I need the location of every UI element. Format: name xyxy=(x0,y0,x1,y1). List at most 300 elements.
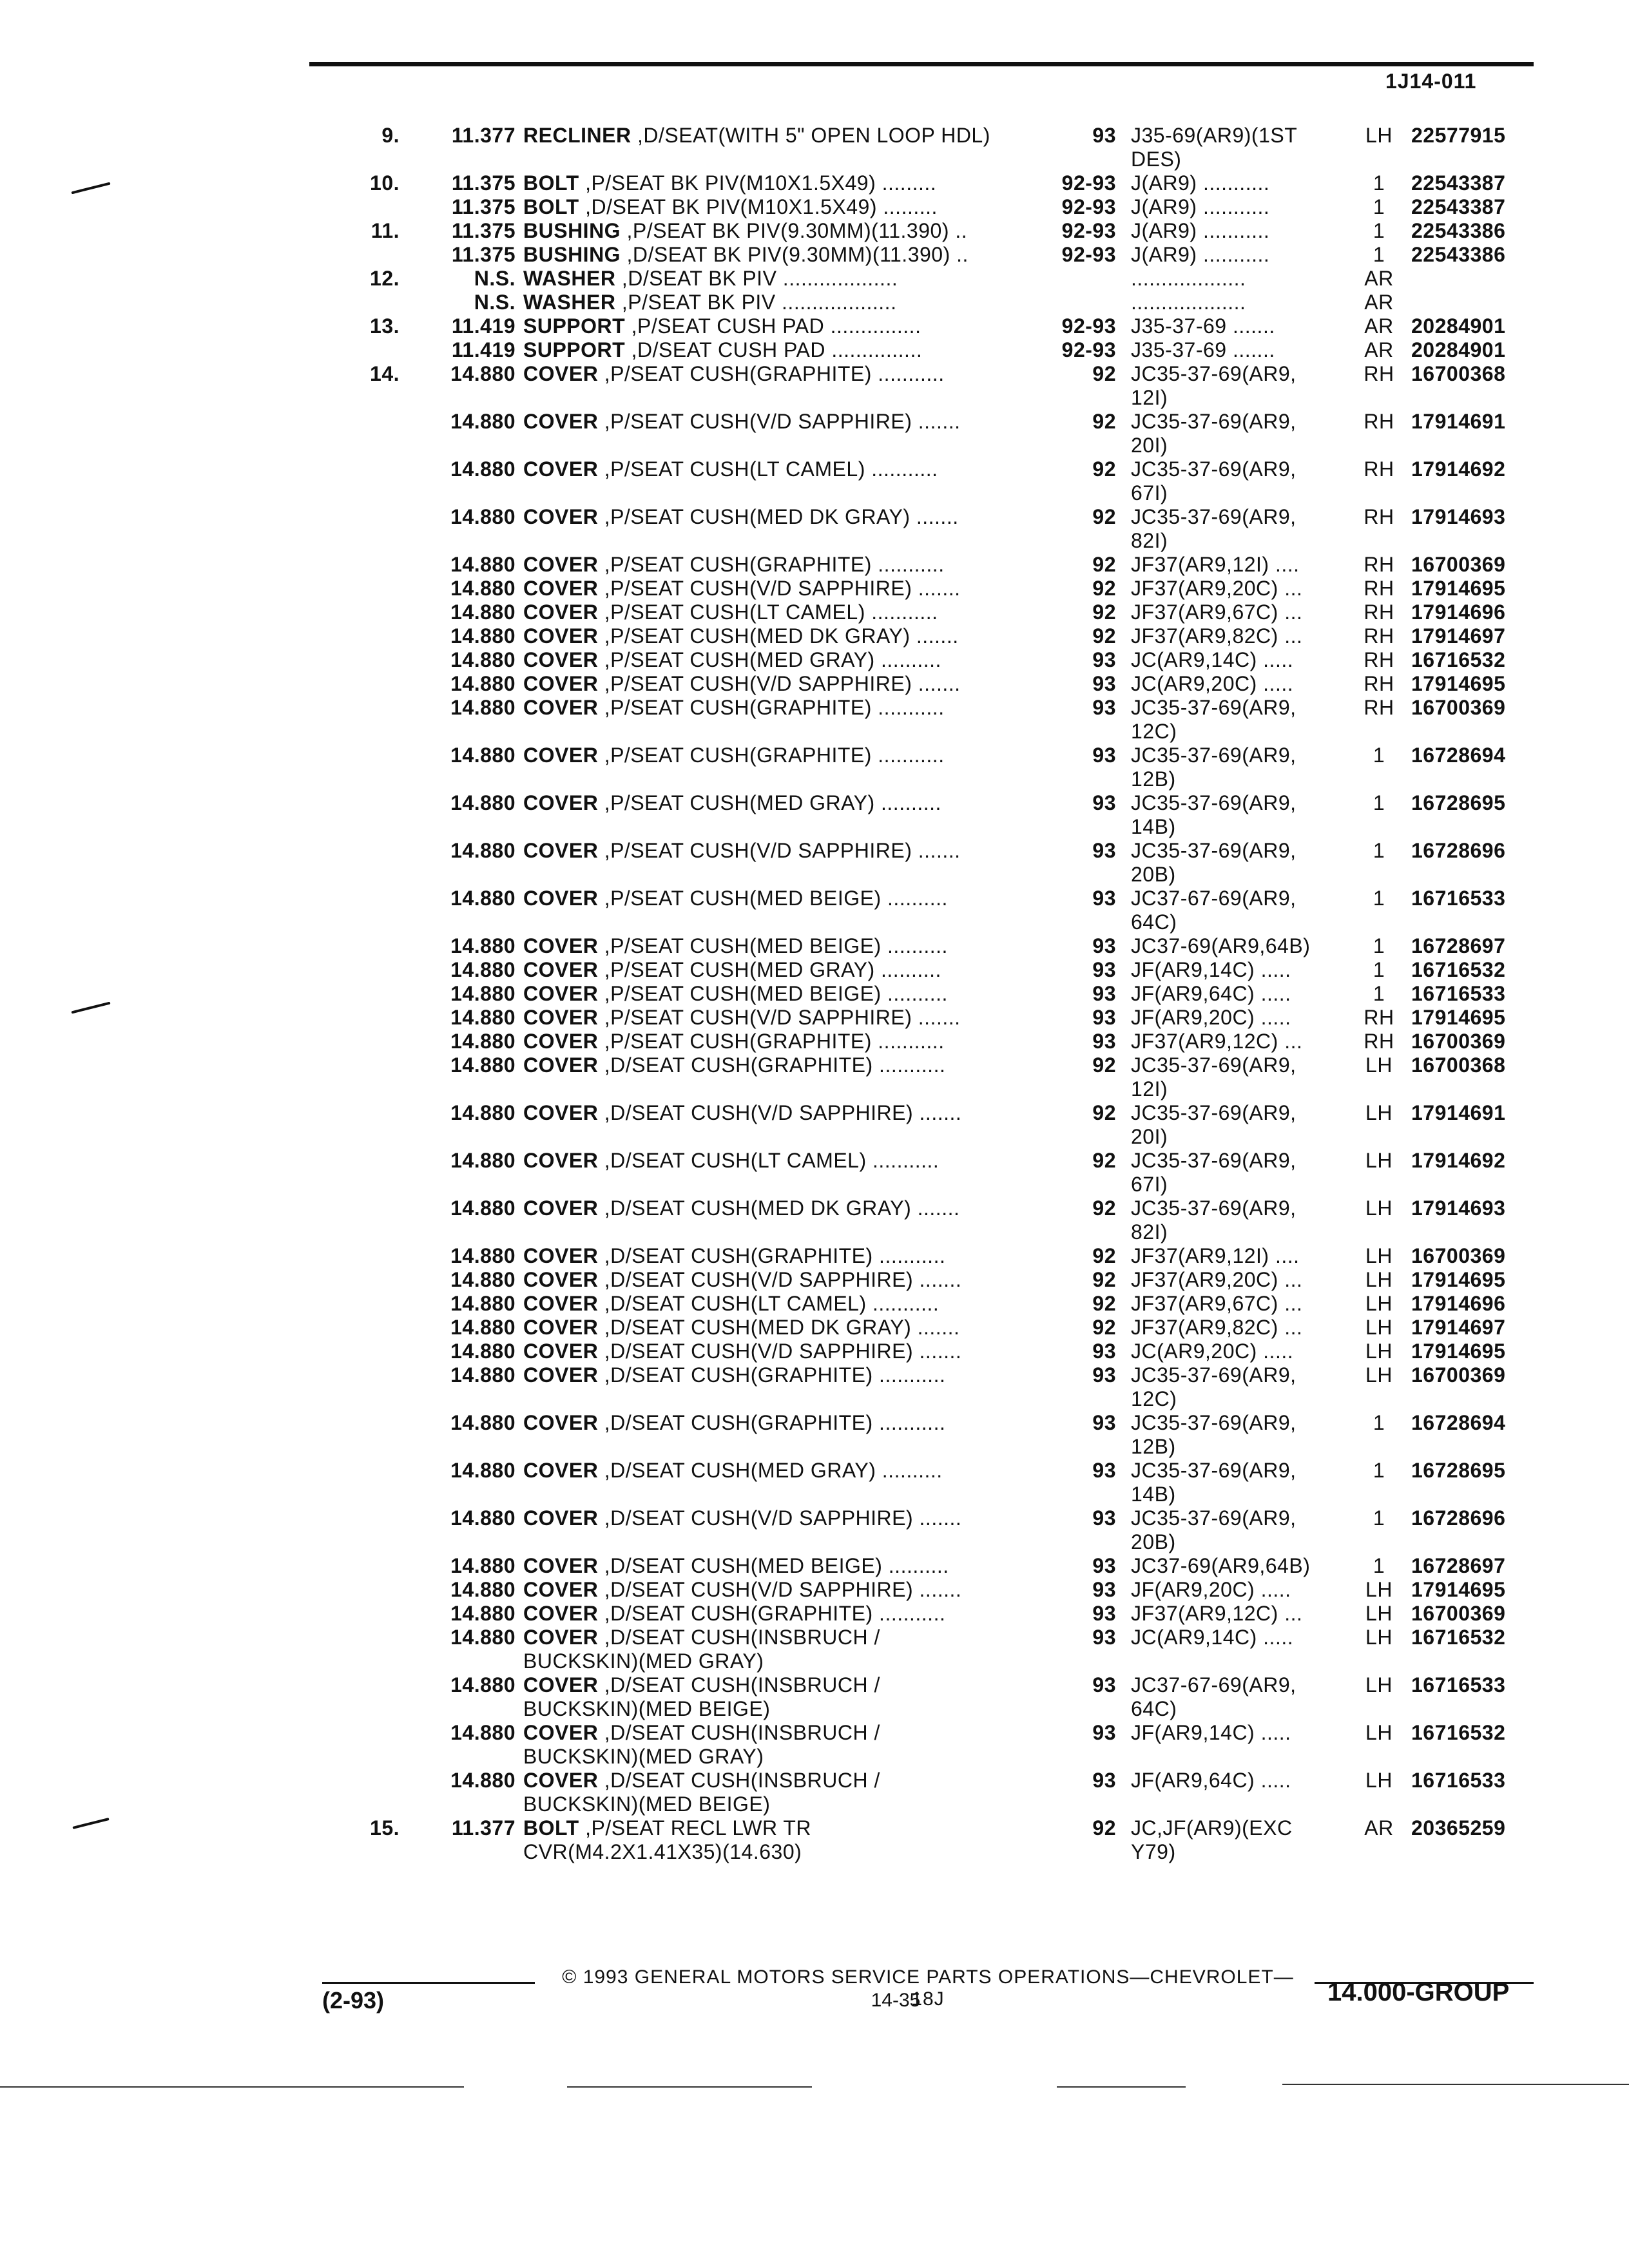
part-name: RECLINER xyxy=(523,124,631,147)
description xyxy=(523,410,1039,434)
group-number: 14.880 xyxy=(450,887,516,910)
quantity: RH xyxy=(1364,505,1394,528)
part-number: 16728695 xyxy=(1411,791,1506,814)
part-description: ,D/SEAT CUSH(MED BEIGE) .......... xyxy=(598,1554,949,1577)
group-number: 14.880 xyxy=(450,648,516,671)
part-description: ,P/SEAT CUSH(V/D SAPPHIRE) ....... xyxy=(598,1006,961,1029)
model-code: JF37(AR9,67C) ... xyxy=(1131,601,1303,624)
group-number: 14.880 xyxy=(450,1411,516,1434)
model-code-cont: 20I) xyxy=(1131,1125,1168,1148)
model-code: JF(AR9,64C) ..... xyxy=(1131,982,1291,1005)
part-description: ,D/SEAT CUSH(V/D SAPPHIRE) ....... xyxy=(598,1268,962,1291)
group-number: 14.880 xyxy=(450,1030,516,1053)
description xyxy=(523,1363,1039,1387)
part-number: 16716532 xyxy=(1411,958,1506,981)
group-number: N.S. xyxy=(474,267,516,290)
model-code: JC37-69(AR9,64B) xyxy=(1131,934,1311,957)
model-code-cont: 20B) xyxy=(1131,1530,1176,1553)
part-name: COVER xyxy=(523,1006,599,1029)
part-name: COVER xyxy=(523,958,599,981)
description xyxy=(523,696,1039,720)
part-name: COVER xyxy=(523,1268,599,1291)
table-row xyxy=(0,1673,1629,1720)
part-number: 22543386 xyxy=(1411,219,1506,242)
group-number: 11.375 xyxy=(451,243,516,266)
model-code: JC35-37-69(AR9, xyxy=(1131,696,1296,719)
quantity: LH xyxy=(1365,1196,1393,1220)
model-year: 93 xyxy=(1092,1578,1116,1601)
part-name: COVER xyxy=(523,1459,599,1482)
quantity: 1 xyxy=(1373,791,1385,814)
part-description: ,D/SEAT CUSH(GRAPHITE) ........... xyxy=(598,1363,946,1387)
table-row xyxy=(0,1459,1629,1505)
model-code: JF37(AR9,67C) ... xyxy=(1131,1292,1303,1315)
description xyxy=(523,1149,1039,1173)
part-name: COVER xyxy=(523,1602,599,1625)
description xyxy=(523,1292,1039,1316)
part-number: 16728696 xyxy=(1411,1506,1506,1530)
table-row xyxy=(0,1363,1629,1410)
model-year: 93 xyxy=(1092,1506,1116,1530)
part-number: 16700369 xyxy=(1411,1602,1506,1625)
group-number: 14.880 xyxy=(450,577,516,600)
footer-rule xyxy=(322,1982,535,1984)
model-year: 92 xyxy=(1092,1101,1116,1124)
footer-date: (2-93) xyxy=(322,1987,385,2013)
quantity: 1 xyxy=(1373,171,1385,195)
part-name: COVER xyxy=(523,1316,599,1339)
model-code: JC35-37-69(AR9, xyxy=(1131,505,1296,528)
part-number: 17914695 xyxy=(1411,1340,1506,1363)
part-number: 17914695 xyxy=(1411,577,1506,600)
group-number: 14.880 xyxy=(450,362,516,385)
part-name: COVER xyxy=(523,839,599,862)
part-description: ,P/SEAT CUSH(GRAPHITE) ........... xyxy=(598,1030,945,1053)
group-number: 11.375 xyxy=(451,219,516,242)
group-number: 14.880 xyxy=(450,601,516,624)
model-code-cont: 64C) xyxy=(1131,910,1177,934)
group-number: 14.880 xyxy=(450,1196,516,1220)
part-number: 20284901 xyxy=(1411,338,1506,361)
part-name: BOLT xyxy=(523,1816,579,1840)
part-name: COVER xyxy=(523,1506,599,1530)
table-row xyxy=(0,1506,1629,1553)
group-number: 14.880 xyxy=(450,624,516,648)
description xyxy=(523,791,1039,815)
model-code: JC(AR9,14C) ..... xyxy=(1131,648,1294,671)
part-description: ,P/SEAT CUSH PAD ............... xyxy=(625,314,921,338)
quantity: LH xyxy=(1365,1149,1393,1172)
model-code: JF(AR9,14C) ..... xyxy=(1131,958,1291,981)
model-code: JC,JF(AR9)(EXC xyxy=(1131,1816,1293,1840)
part-description: ,P/SEAT CUSH(LT CAMEL) ........... xyxy=(598,601,938,624)
group-number: 14.880 xyxy=(450,839,516,862)
model-year: 92-93 xyxy=(1061,219,1116,242)
description xyxy=(523,887,1039,910)
model-code: JF37(AR9,12C) ... xyxy=(1131,1602,1303,1625)
part-number: 22543386 xyxy=(1411,243,1506,266)
model-year: 93 xyxy=(1092,672,1116,695)
part-name: COVER xyxy=(523,553,599,576)
part-number: 17914695 xyxy=(1411,1006,1506,1029)
part-number: 17914695 xyxy=(1411,1578,1506,1601)
description xyxy=(523,1602,1039,1626)
description xyxy=(523,124,1039,148)
description xyxy=(523,314,1039,338)
model-code: JF(AR9,64C) ..... xyxy=(1131,1769,1291,1792)
model-year: 93 xyxy=(1092,1769,1116,1792)
page-id: 1J14-011 xyxy=(1385,70,1477,93)
model-year: 92-93 xyxy=(1061,171,1116,195)
model-year: 93 xyxy=(1092,839,1116,862)
description xyxy=(523,577,1039,601)
part-number: 17914697 xyxy=(1411,1316,1506,1339)
part-number: 16716533 xyxy=(1411,1769,1506,1792)
model-code: J(AR9) ........... xyxy=(1131,195,1270,218)
part-name: COVER xyxy=(523,624,599,648)
quantity: RH xyxy=(1364,362,1394,385)
model-usage xyxy=(1131,1411,1360,1459)
model-usage xyxy=(1131,624,1360,648)
description xyxy=(523,1030,1039,1053)
part-description: ,P/SEAT CUSH(V/D SAPPHIRE) ....... xyxy=(598,577,961,600)
part-number: 20284901 xyxy=(1411,314,1506,338)
model-usage xyxy=(1131,744,1360,791)
quantity: 1 xyxy=(1373,934,1385,957)
model-usage xyxy=(1131,601,1360,624)
part-name: COVER xyxy=(523,577,599,600)
part-name: COVER xyxy=(523,1196,599,1220)
group-number: 14.880 xyxy=(450,1554,516,1577)
part-name: COVER xyxy=(523,791,599,814)
model-code: JF37(AR9,82C) ... xyxy=(1131,1316,1303,1339)
table-row xyxy=(0,744,1629,790)
description xyxy=(523,291,1039,314)
description xyxy=(523,219,1039,243)
model-usage xyxy=(1131,314,1360,338)
item-number: 15. xyxy=(370,1816,400,1840)
model-year: 92-93 xyxy=(1061,338,1116,361)
model-usage xyxy=(1131,839,1360,887)
table-row xyxy=(0,1196,1629,1243)
group-number: 11.377 xyxy=(451,1816,516,1840)
part-name: COVER xyxy=(523,887,599,910)
model-code: JC37-67-69(AR9, xyxy=(1131,887,1296,910)
group-number: N.S. xyxy=(474,291,516,314)
model-year: 92-93 xyxy=(1061,314,1116,338)
part-description: ,D/SEAT CUSH(INSBRUCH / xyxy=(598,1721,880,1744)
description xyxy=(523,648,1039,672)
quantity: RH xyxy=(1364,696,1394,719)
model-usage xyxy=(1131,171,1360,195)
model-usage xyxy=(1131,1602,1360,1626)
scan-line xyxy=(567,2086,812,2088)
part-number: 16700369 xyxy=(1411,696,1506,719)
part-number: 17914695 xyxy=(1411,672,1506,695)
part-description: ,P/SEAT CUSH(MED BEIGE) .......... xyxy=(598,887,948,910)
quantity: 1 xyxy=(1373,1459,1385,1482)
quantity: LH xyxy=(1365,1053,1393,1077)
model-usage xyxy=(1131,982,1360,1006)
model-year: 92 xyxy=(1092,601,1116,624)
part-number: 16716533 xyxy=(1411,1673,1506,1696)
part-name: COVER xyxy=(523,1554,599,1577)
quantity: 1 xyxy=(1373,1506,1385,1530)
group-number: 14.880 xyxy=(450,1149,516,1172)
description xyxy=(523,601,1039,624)
part-name: SUPPORT xyxy=(523,338,626,361)
model-usage xyxy=(1131,1816,1360,1864)
part-number: 22577915 xyxy=(1411,124,1506,147)
part-name: COVER xyxy=(523,1340,599,1363)
description xyxy=(523,1816,1039,1864)
group-number: 14.880 xyxy=(450,982,516,1005)
part-number: 16700369 xyxy=(1411,1030,1506,1053)
model-year: 93 xyxy=(1092,1554,1116,1577)
quantity: LH xyxy=(1365,1316,1393,1339)
part-description: ,D/SEAT CUSH(INSBRUCH / xyxy=(598,1769,880,1792)
description xyxy=(523,958,1039,982)
model-code: J(AR9) ........... xyxy=(1131,243,1270,266)
model-code: JC35-37-69(AR9, xyxy=(1131,839,1296,862)
table-row xyxy=(0,410,1629,456)
part-number: 17914693 xyxy=(1411,505,1506,528)
model-usage xyxy=(1131,1101,1360,1149)
model-code: JC37-67-69(AR9, xyxy=(1131,1673,1296,1696)
model-usage xyxy=(1131,577,1360,601)
part-number: 22543387 xyxy=(1411,171,1506,195)
quantity: 1 xyxy=(1373,839,1385,862)
model-usage xyxy=(1131,553,1360,577)
table-row xyxy=(0,124,1629,170)
part-description: ,D/SEAT BK PIV(M10X1.5X49) ......... xyxy=(579,195,938,218)
description xyxy=(523,624,1039,648)
model-year: 92 xyxy=(1092,553,1116,576)
model-year: 92 xyxy=(1092,410,1116,433)
model-code: JF(AR9,20C) ..... xyxy=(1131,1578,1291,1601)
part-description: ,D/SEAT(WITH 5" OPEN LOOP HDL) xyxy=(631,124,990,147)
group-number: 11.377 xyxy=(451,124,516,147)
part-description: ,D/SEAT CUSH(MED DK GRAY) ....... xyxy=(598,1196,960,1220)
quantity: RH xyxy=(1364,601,1394,624)
model-year: 92-93 xyxy=(1061,195,1116,218)
model-usage xyxy=(1131,1244,1360,1268)
part-description: ,P/SEAT CUSH(V/D SAPPHIRE) ....... xyxy=(598,672,961,695)
part-description: ,P/SEAT RECL LWR TR xyxy=(579,1816,812,1840)
group-number: 14.880 xyxy=(450,1769,516,1792)
part-name: COVER xyxy=(523,982,599,1005)
model-usage xyxy=(1131,362,1360,410)
group-number: 14.880 xyxy=(450,457,516,481)
description xyxy=(523,1101,1039,1125)
part-description: ,P/SEAT BK PIV(9.30MM)(11.390) .. xyxy=(621,219,968,242)
model-usage xyxy=(1131,1459,1360,1506)
part-description: ,D/SEAT CUSH(GRAPHITE) ........... xyxy=(598,1244,946,1267)
part-number: 16716532 xyxy=(1411,648,1506,671)
group-number: 14.880 xyxy=(450,505,516,528)
model-year: 93 xyxy=(1092,1721,1116,1744)
part-number: 17914691 xyxy=(1411,410,1506,433)
group-number: 14.880 xyxy=(450,1578,516,1601)
model-usage xyxy=(1131,696,1360,744)
part-description: ,D/SEAT CUSH(V/D SAPPHIRE) ....... xyxy=(598,1340,962,1363)
part-number: 16728697 xyxy=(1411,1554,1506,1577)
part-number: 22543387 xyxy=(1411,195,1506,218)
group-number: 14.880 xyxy=(450,1721,516,1744)
part-name: COVER xyxy=(523,1721,599,1744)
model-year: 93 xyxy=(1092,1602,1116,1625)
group-number: 14.880 xyxy=(450,1244,516,1267)
description xyxy=(523,934,1039,958)
model-code-cont: DES) xyxy=(1131,148,1182,171)
model-year: 93 xyxy=(1092,791,1116,814)
part-description: ,P/SEAT CUSH(GRAPHITE) ........... xyxy=(598,696,945,719)
part-number: 16728695 xyxy=(1411,1459,1506,1482)
quantity: AR xyxy=(1364,1816,1394,1840)
group-number: 14.880 xyxy=(450,791,516,814)
model-code: JC35-37-69(AR9, xyxy=(1131,791,1296,814)
table-row xyxy=(0,457,1629,504)
model-usage xyxy=(1131,1340,1360,1363)
group-number: 14.880 xyxy=(450,1101,516,1124)
part-number: 17914693 xyxy=(1411,1196,1506,1220)
part-number: 16728694 xyxy=(1411,744,1506,767)
model-code: J(AR9) ........... xyxy=(1131,171,1270,195)
description xyxy=(523,1626,1039,1673)
description xyxy=(523,553,1039,577)
part-description: ,D/SEAT CUSH(LT CAMEL) ........... xyxy=(598,1149,940,1172)
group-number: 11.375 xyxy=(451,171,516,195)
group-number: 14.880 xyxy=(450,1673,516,1696)
item-number: 12. xyxy=(370,267,400,290)
table-row xyxy=(0,362,1629,408)
model-year: 93 xyxy=(1092,696,1116,719)
part-number: 16700368 xyxy=(1411,1053,1506,1077)
model-code: JC35-37-69(AR9, xyxy=(1131,1053,1296,1077)
group-number: 14.880 xyxy=(450,553,516,576)
part-number: 16716532 xyxy=(1411,1626,1506,1649)
model-usage xyxy=(1131,1006,1360,1030)
quantity: 1 xyxy=(1373,195,1385,218)
model-usage xyxy=(1131,410,1360,457)
model-code: JF(AR9,20C) ..... xyxy=(1131,1006,1291,1029)
quantity: LH xyxy=(1365,1602,1393,1625)
model-code-cont: 82I) xyxy=(1131,1220,1168,1244)
model-usage xyxy=(1131,457,1360,505)
model-code: JC35-37-69(AR9, xyxy=(1131,362,1296,385)
part-number: 20365259 xyxy=(1411,1816,1506,1840)
group-number: 14.880 xyxy=(450,744,516,767)
model-year: 92 xyxy=(1092,1292,1116,1315)
quantity: LH xyxy=(1365,1244,1393,1267)
model-usage xyxy=(1131,1363,1360,1411)
quantity: RH xyxy=(1364,410,1394,433)
quantity: LH xyxy=(1365,1268,1393,1291)
model-code: JF37(AR9,20C) ... xyxy=(1131,577,1303,600)
part-description: ,D/SEAT CUSH(V/D SAPPHIRE) ....... xyxy=(598,1101,962,1124)
model-year: 92 xyxy=(1092,1196,1116,1220)
part-description: ,D/SEAT CUSH(MED DK GRAY) ....... xyxy=(598,1316,960,1339)
description xyxy=(523,982,1039,1006)
model-usage xyxy=(1131,1506,1360,1554)
model-year: 93 xyxy=(1092,1363,1116,1387)
quantity: AR xyxy=(1364,338,1394,361)
part-description: ,P/SEAT CUSH(MED GRAY) .......... xyxy=(598,791,941,814)
description xyxy=(523,195,1039,219)
model-usage xyxy=(1131,219,1360,243)
model-code-cont: 12I) xyxy=(1131,1077,1168,1100)
quantity: RH xyxy=(1364,624,1394,648)
part-name: WASHER xyxy=(523,291,616,314)
part-number: 17914696 xyxy=(1411,601,1506,624)
table-row xyxy=(0,1101,1629,1148)
model-code: ................... xyxy=(1131,267,1246,290)
model-code-cont: 12C) xyxy=(1131,720,1177,743)
model-code: JC(AR9,20C) ..... xyxy=(1131,1340,1294,1363)
part-name: COVER xyxy=(523,601,599,624)
model-year: 92 xyxy=(1092,577,1116,600)
group-number: 14.880 xyxy=(450,1316,516,1339)
group-number: 14.880 xyxy=(450,1268,516,1291)
part-name: COVER xyxy=(523,934,599,957)
quantity: LH xyxy=(1365,1673,1393,1696)
table-row xyxy=(0,1721,1629,1767)
group-number: 14.880 xyxy=(450,1363,516,1387)
description xyxy=(523,672,1039,696)
description xyxy=(523,1769,1039,1816)
part-name: BUSHING xyxy=(523,219,621,242)
description xyxy=(523,1673,1039,1721)
description xyxy=(523,1268,1039,1292)
part-description: ,P/SEAT CUSH(MED DK GRAY) ....... xyxy=(598,505,959,528)
part-name: COVER xyxy=(523,1673,599,1696)
part-description-cont: CVR(M4.2X1.41X35)(14.630) xyxy=(523,1840,802,1863)
model-year: 93 xyxy=(1092,1030,1116,1053)
part-number: 16700369 xyxy=(1411,553,1506,576)
part-number: 17914696 xyxy=(1411,1292,1506,1315)
model-usage xyxy=(1131,1292,1360,1316)
part-number: 16728697 xyxy=(1411,934,1506,957)
model-usage xyxy=(1131,791,1360,839)
model-year: 92 xyxy=(1092,505,1116,528)
model-usage xyxy=(1131,648,1360,672)
description xyxy=(523,1244,1039,1268)
model-year: 93 xyxy=(1092,744,1116,767)
quantity: 1 xyxy=(1373,243,1385,266)
group-number: 14.880 xyxy=(450,696,516,719)
model-code: JC35-37-69(AR9, xyxy=(1131,410,1296,433)
table-row xyxy=(0,1816,1629,1863)
model-usage xyxy=(1131,1268,1360,1292)
quantity: RH xyxy=(1364,457,1394,481)
model-year: 93 xyxy=(1092,934,1116,957)
part-number: 16700369 xyxy=(1411,1363,1506,1387)
part-description: ,D/SEAT CUSH PAD ............... xyxy=(625,338,923,361)
table-row xyxy=(0,791,1629,838)
part-name: COVER xyxy=(523,672,599,695)
part-description: ,D/SEAT CUSH(GRAPHITE) ........... xyxy=(598,1053,946,1077)
model-code: JC35-37-69(AR9, xyxy=(1131,457,1296,481)
model-year: 93 xyxy=(1092,648,1116,671)
part-description: ,D/SEAT CUSH(INSBRUCH / xyxy=(598,1626,880,1649)
description xyxy=(523,505,1039,529)
quantity: LH xyxy=(1365,1578,1393,1601)
quantity: RH xyxy=(1364,577,1394,600)
part-name: COVER xyxy=(523,1626,599,1649)
description xyxy=(523,457,1039,481)
part-description: ,P/SEAT CUSH(MED BEIGE) .......... xyxy=(598,982,948,1005)
model-usage xyxy=(1131,1554,1360,1578)
